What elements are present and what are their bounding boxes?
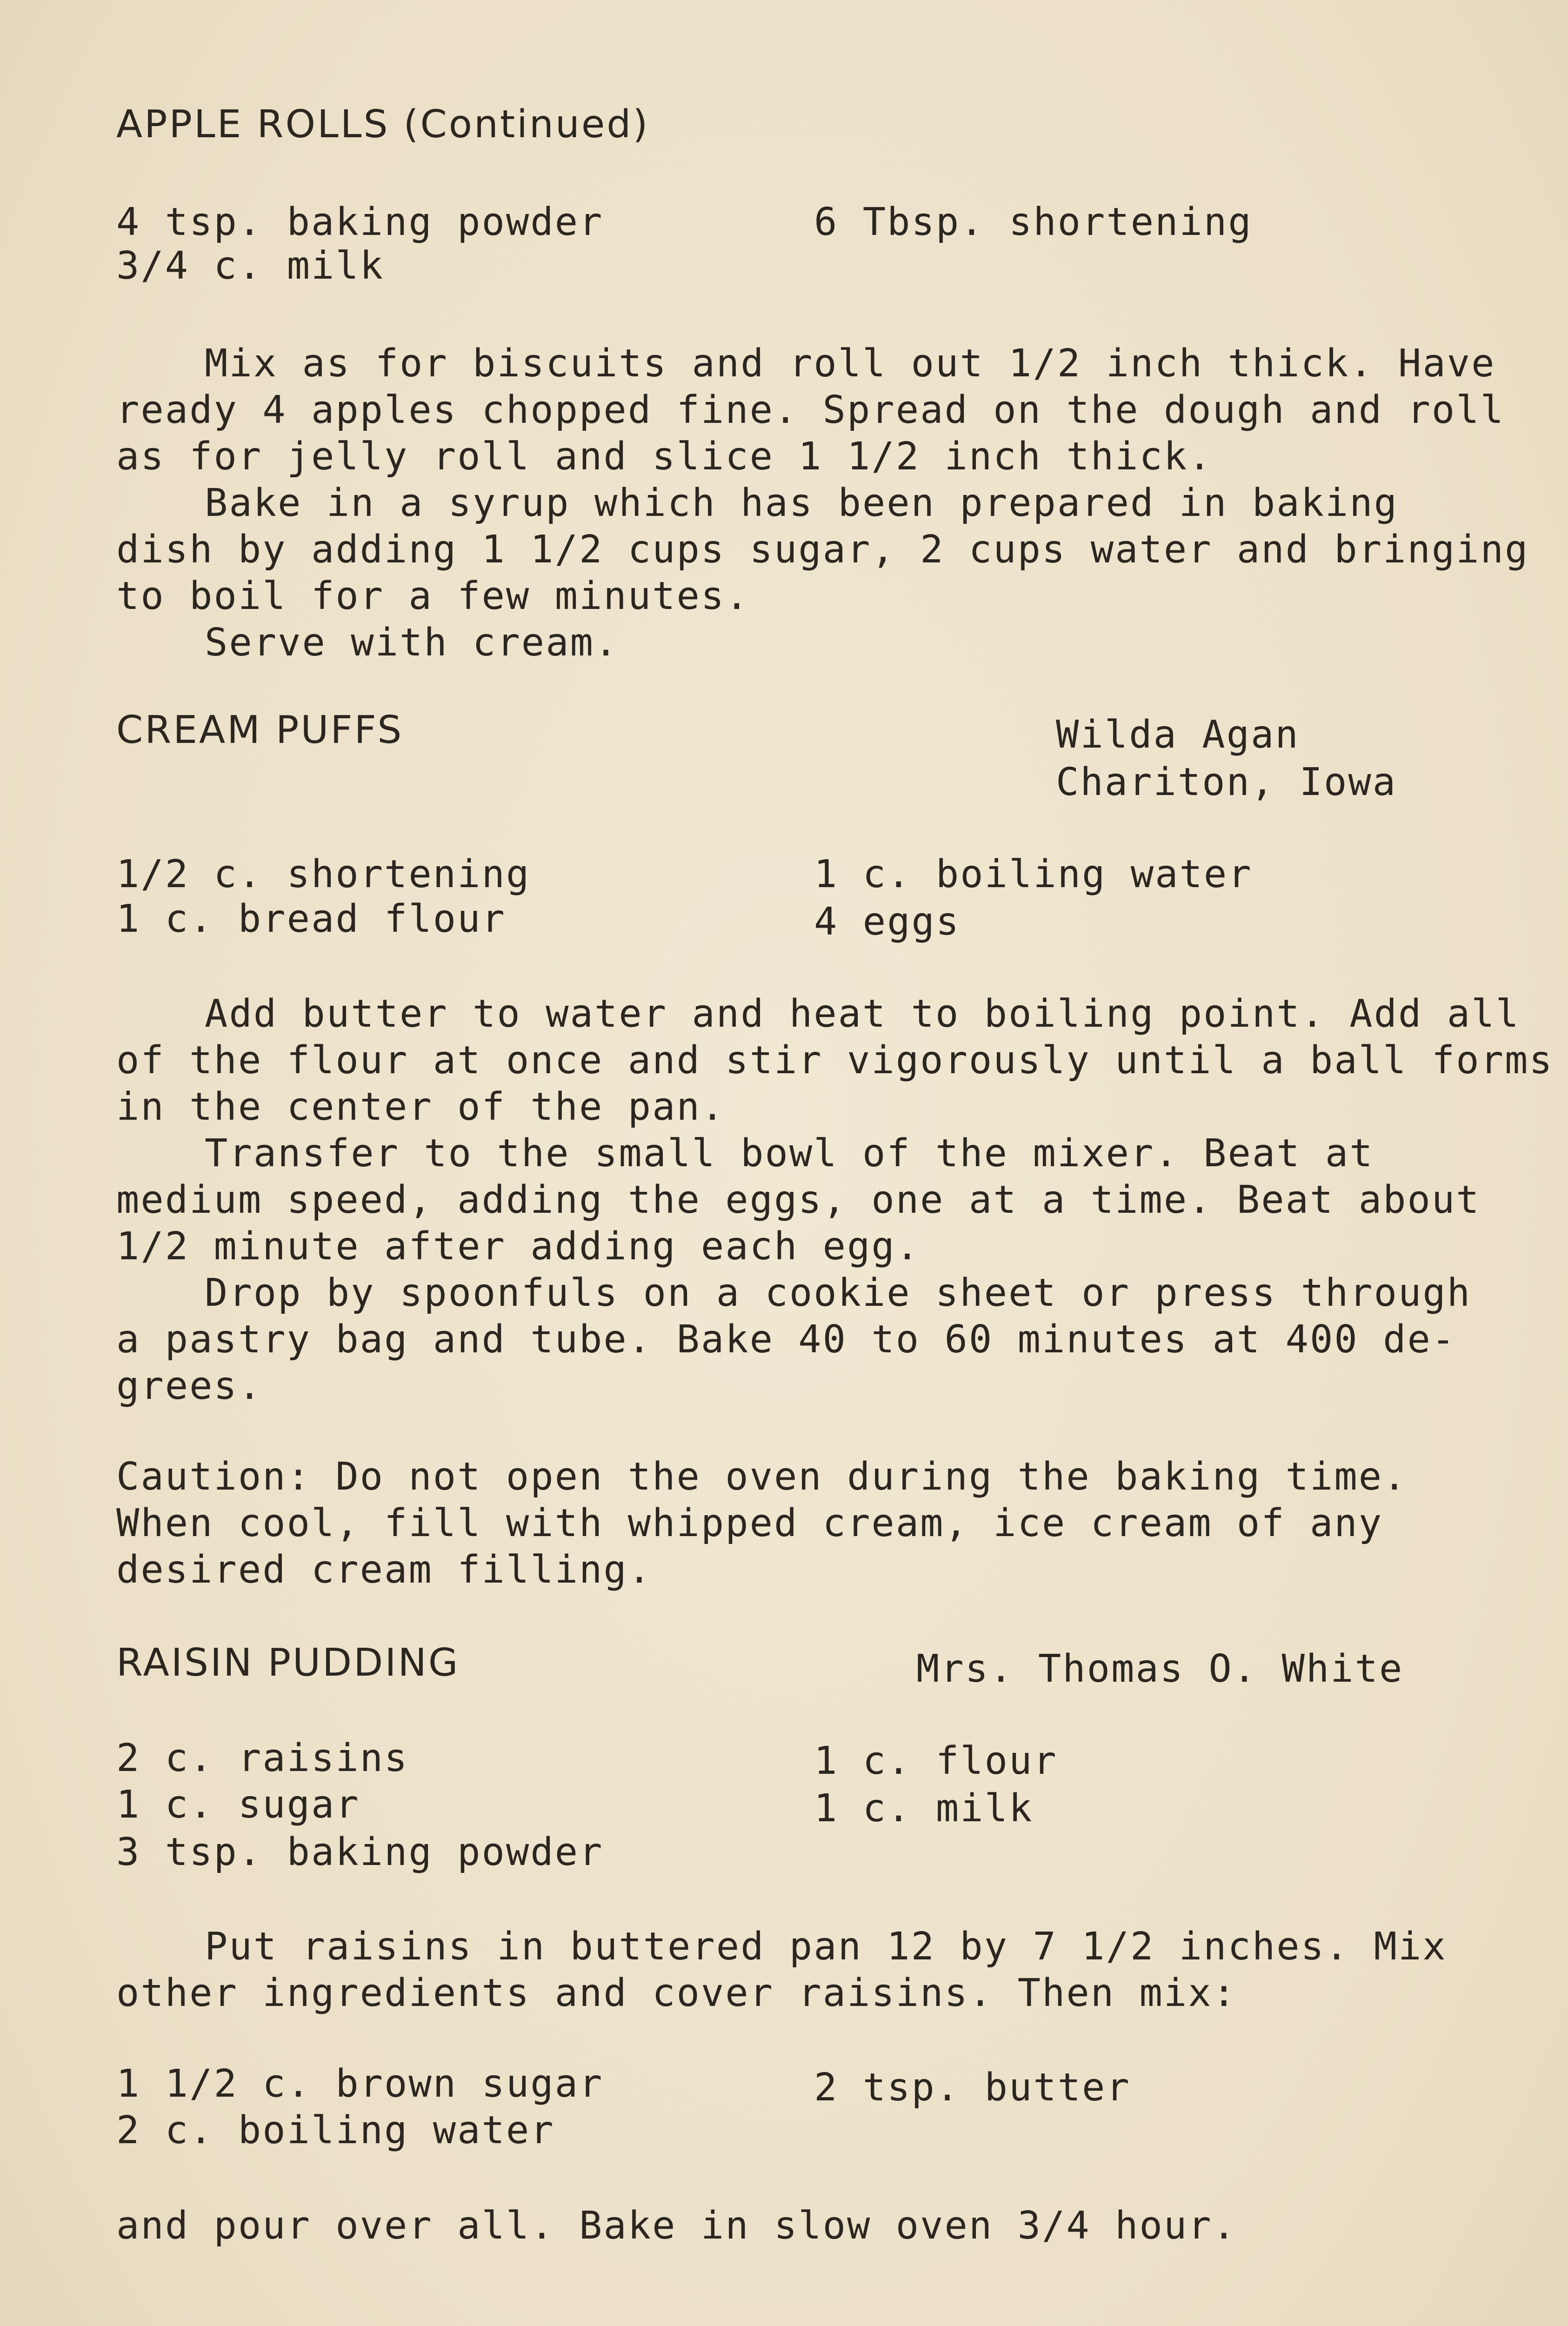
direction-line: medium speed, adding the eggs, one at a time. Beat about <box>116 1178 1481 1222</box>
ingredient: 1 1/2 c. brown sugar <box>116 2062 604 2106</box>
direction-line: Put raisins in buttered pan 12 by 7 1/2 inches. Mix <box>205 1925 1447 1969</box>
ingredient: 1 c. milk <box>814 1786 1034 1831</box>
apple-rolls-directions <box>116 341 1529 666</box>
cream-puffs-directions <box>116 991 1554 1410</box>
direction-line: of the flour at once and stir vigorously until a ball forms <box>116 1038 1554 1083</box>
direction-line: a pastry bag and tube. Bake 40 to 60 minutes at 400 de- <box>116 1317 1456 1362</box>
apple-rolls-heading: APPLE ROLLS (Continued) <box>116 102 650 147</box>
ingredient: 6 Tbsp. shortening <box>814 200 1253 244</box>
direction-line: other ingredients and cover raisins. Then mix: <box>116 1971 1237 2015</box>
ingredient: 1 c. sugar <box>116 1783 360 1827</box>
direction-line: grees. <box>116 1364 263 1408</box>
caution-line: When cool, fill with whipped cream, ice cream of any <box>116 1501 1383 1545</box>
direction-line: 1/2 minute after adding each egg. <box>116 1224 921 1269</box>
ingredient: 1/2 c. shortening <box>116 852 531 896</box>
cream-puffs-caution <box>116 1454 1493 1593</box>
raisin-pudding-directions <box>116 1924 1493 2017</box>
direction-line: Serve with cream. <box>205 621 619 665</box>
direction-line: Mix as for biscuits and roll out 1/2 inch thick. Have <box>205 341 1496 386</box>
direction-line: to boil for a few minutes. <box>116 574 750 618</box>
direction-line: Drop by spoonfuls on a cookie sheet or press through <box>205 1271 1472 1315</box>
raisin-pudding-final: and pour over all. Bake in slow oven 3/4 hour. <box>116 2204 1237 2248</box>
ingredient: 4 tsp. baking powder <box>116 200 604 244</box>
direction-line: in the center of the pan. <box>116 1085 726 1129</box>
direction-line: ready 4 apples chopped fine. Spread on the dough and roll <box>116 388 1505 432</box>
recipe-author: Wilda Agan <box>1056 713 1300 757</box>
raisin-pudding-heading: RAISIN PUDDING <box>116 1641 460 1685</box>
cream-puffs-heading: CREAM PUFFS <box>116 708 404 752</box>
ingredient: 4 eggs <box>814 900 961 944</box>
ingredient: 2 tsp. butter <box>814 2065 1131 2110</box>
ingredient: 2 c. boiling water <box>116 2108 555 2152</box>
ingredient: 3/4 c. milk <box>116 244 385 288</box>
direction-line: Transfer to the small bowl of the mixer. Beat at <box>205 1131 1374 1176</box>
recipe-location: Chariton, Iowa <box>1056 760 1397 804</box>
ingredient: 3 tsp. baking powder <box>116 1830 604 1874</box>
direction-line: as for jelly roll and slice 1 1/2 inch thick. <box>116 434 1213 479</box>
ingredient: 1 c. boiling water <box>814 852 1253 896</box>
direction-line: Add butter to water and heat to boiling point. Add all <box>205 992 1520 1036</box>
caution-line: desired cream filling. <box>116 1548 653 1592</box>
ingredient: 1 c. flour <box>814 1739 1058 1783</box>
recipe-author: Mrs. Thomas O. White <box>916 1647 1404 1691</box>
caution-line: Caution: Do not open the oven during the baking time. <box>116 1455 1408 1499</box>
direction-line: Bake in a syrup which has been prepared in baking <box>205 481 1399 525</box>
direction-line: dish by adding 1 1/2 cups sugar, 2 cups water and bringing <box>116 528 1529 572</box>
ingredient: 1 c. bread flour <box>116 897 506 941</box>
ingredient: 2 c. raisins <box>116 1736 409 1780</box>
